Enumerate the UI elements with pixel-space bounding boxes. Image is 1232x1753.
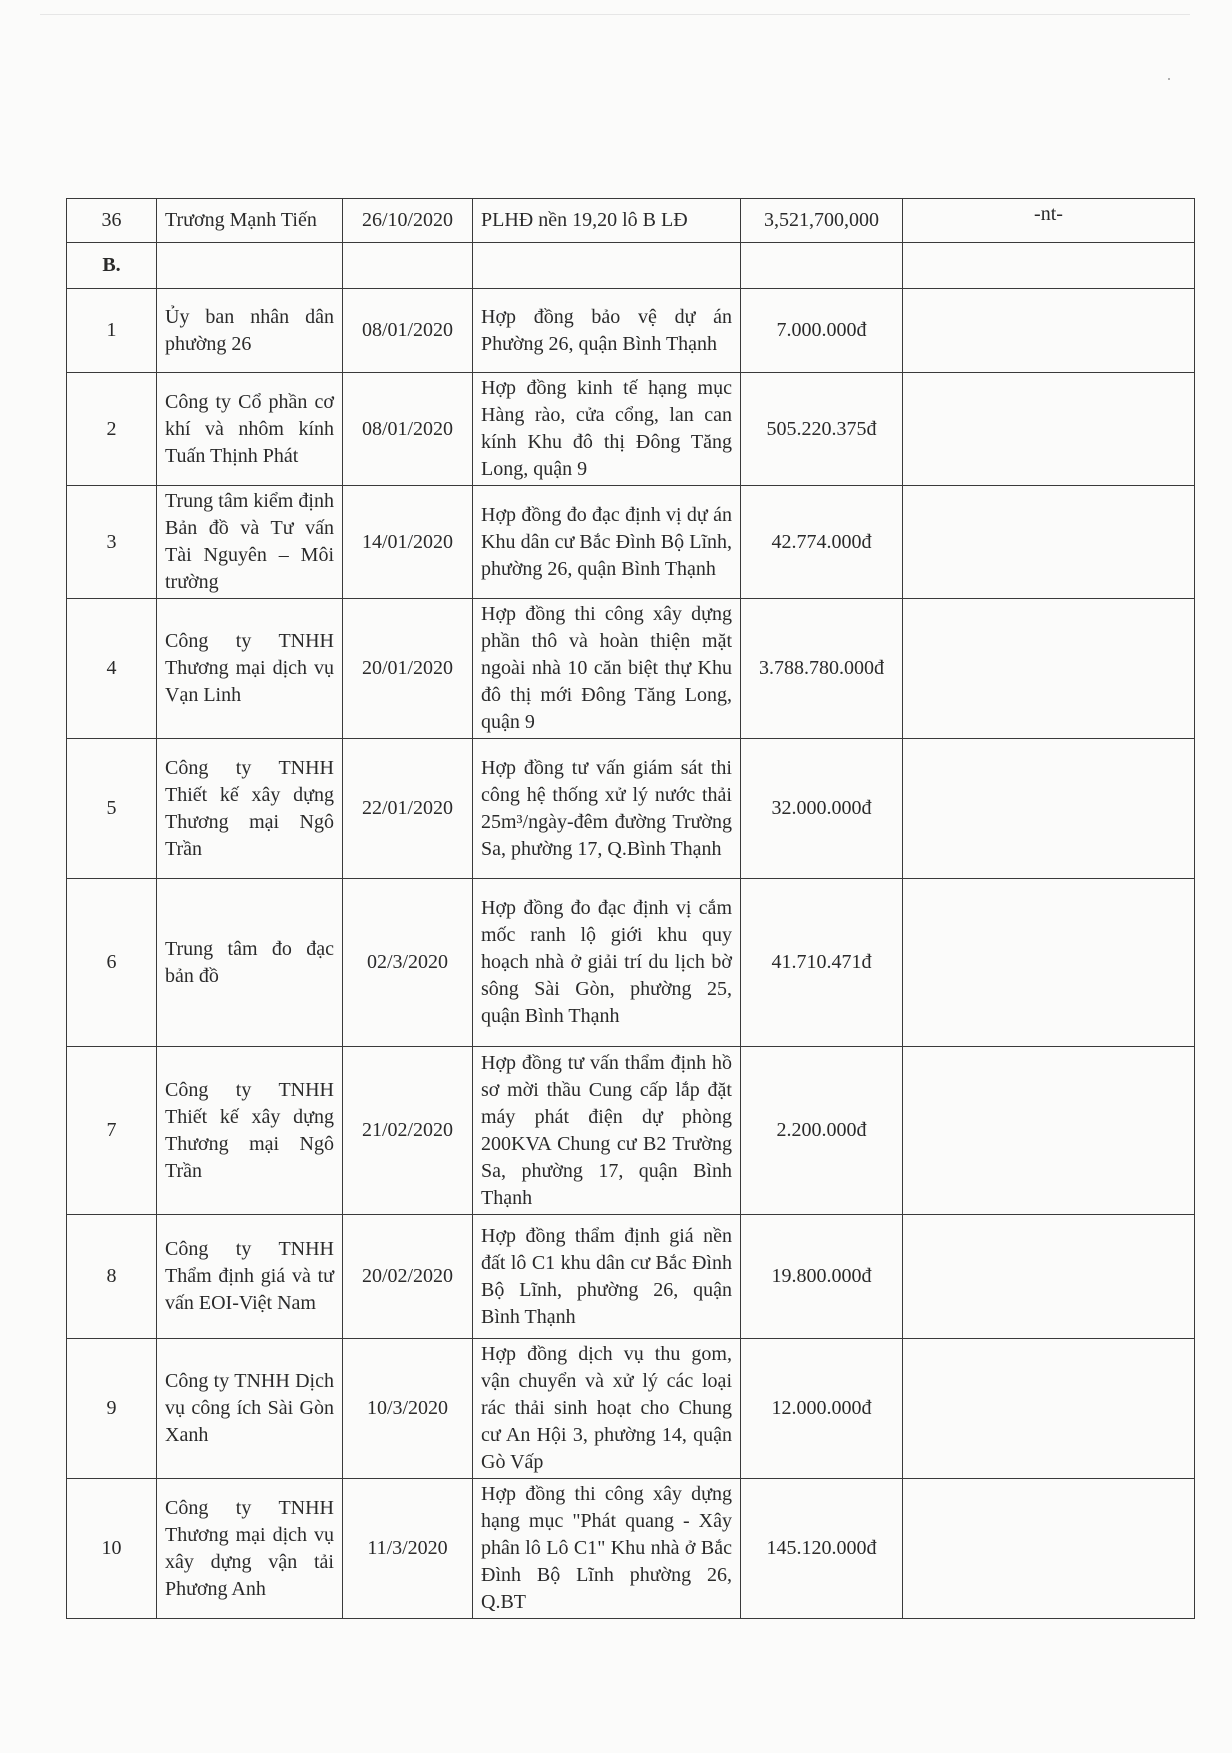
table-row bbox=[67, 739, 1195, 879]
table-row bbox=[67, 879, 1195, 1047]
table-row bbox=[67, 1479, 1195, 1619]
counterparty: Công ty TNHH Dịch vụ công ích Sài Gòn Xanh bbox=[157, 1339, 343, 1479]
note bbox=[903, 739, 1195, 879]
contract-description: Hợp đồng bảo vệ dự án Phường 26, quận Bình Thạnh bbox=[473, 289, 741, 373]
contract-description: Hợp đồng thi công xây dựng hạng mục "Phát quang - Xây phân lô Lô C1" Khu nhà ở Bắc Đình Bộ Lĩnh phường 26, Q.BT bbox=[473, 1479, 741, 1619]
counterparty: Công ty TNHH Thiết kế xây dựng Thương mại Ngô Trần bbox=[157, 1047, 343, 1215]
row-number: 6 bbox=[67, 879, 157, 1047]
contract-value: 41.710.471đ bbox=[741, 879, 903, 1047]
contract-value: 42.774.000đ bbox=[741, 486, 903, 599]
empty-cell bbox=[343, 243, 473, 289]
contract-table bbox=[66, 198, 1195, 1619]
table-row bbox=[67, 289, 1195, 373]
note bbox=[903, 1479, 1195, 1619]
note bbox=[903, 1339, 1195, 1479]
scan-edge-line bbox=[40, 14, 1190, 15]
contract-description: Hợp đồng dịch vụ thu gom, vận chuyển và xử lý các loại rác thải sinh hoạt cho Chung cư An Hội 3, phường 14, quận Gò Vấp bbox=[473, 1339, 741, 1479]
note bbox=[903, 373, 1195, 486]
table-row bbox=[67, 486, 1195, 599]
contract-date: 21/02/2020 bbox=[343, 1047, 473, 1215]
note bbox=[903, 879, 1195, 1047]
contract-date: 20/01/2020 bbox=[343, 599, 473, 739]
section-row bbox=[67, 243, 1195, 289]
row-number: 1 bbox=[67, 289, 157, 373]
table-row bbox=[67, 373, 1195, 486]
row-number: 36 bbox=[67, 199, 157, 243]
counterparty: Công ty TNHH Thẩm định giá và tư vấn EOI-Việt Nam bbox=[157, 1215, 343, 1339]
empty-cell bbox=[157, 243, 343, 289]
note bbox=[903, 599, 1195, 739]
counterparty: Công ty TNHH Thiết kế xây dựng Thương mại Ngô Trần bbox=[157, 739, 343, 879]
contract-date: 08/01/2020 bbox=[343, 289, 473, 373]
counterparty: Ủy ban nhân dân phường 26 bbox=[157, 289, 343, 373]
table-row bbox=[67, 1047, 1195, 1215]
contract-value: 505.220.375đ bbox=[741, 373, 903, 486]
table-row bbox=[67, 1215, 1195, 1339]
table-row bbox=[67, 199, 1195, 243]
scan-speck bbox=[1168, 78, 1170, 80]
contract-description: Hợp đồng tư vấn thẩm định hồ sơ mời thầu Cung cấp lắp đặt máy phát điện dự phòng 200KVA Chung cư B2 Trường Sa, phường 17, quận Bình Thạnh bbox=[473, 1047, 741, 1215]
row-number: 5 bbox=[67, 739, 157, 879]
row-number: 2 bbox=[67, 373, 157, 486]
contract-value: 145.120.000đ bbox=[741, 1479, 903, 1619]
contract-description: Hợp đồng thẩm định giá nền đất lô C1 khu dân cư Bắc Đình Bộ Lĩnh, phường 26, quận Bình Thạnh bbox=[473, 1215, 741, 1339]
counterparty: Công ty TNHH Thương mại dịch vụ xây dựng vận tải Phương Anh bbox=[157, 1479, 343, 1619]
counterparty: Trung tâm đo đạc bản đồ bbox=[157, 879, 343, 1047]
contract-description: Hợp đồng đo đạc định vị cắm mốc ranh lộ giới khu quy hoạch nhà ở giải trí du lịch bờ sông Sài Gòn, phường 25, quận Bình Thạnh bbox=[473, 879, 741, 1047]
contract-date: 20/02/2020 bbox=[343, 1215, 473, 1339]
contract-date: 14/01/2020 bbox=[343, 486, 473, 599]
contract-date: 26/10/2020 bbox=[343, 199, 473, 243]
empty-cell bbox=[741, 243, 903, 289]
section-label: B. bbox=[67, 243, 157, 289]
contract-date: 11/3/2020 bbox=[343, 1479, 473, 1619]
contract-date: 10/3/2020 bbox=[343, 1339, 473, 1479]
note bbox=[903, 1215, 1195, 1339]
contract-date: 08/01/2020 bbox=[343, 373, 473, 486]
contract-value: 2.200.000đ bbox=[741, 1047, 903, 1215]
counterparty: Trung tâm kiểm định Bản đồ và Tư vấn Tài Nguyên – Môi trường bbox=[157, 486, 343, 599]
row-number: 10 bbox=[67, 1479, 157, 1619]
contract-date: 22/01/2020 bbox=[343, 739, 473, 879]
note: -nt- bbox=[903, 199, 1195, 243]
contract-description: Hợp đồng thi công xây dựng phần thô và hoàn thiện mặt ngoài nhà 10 căn biệt thự Khu đô thị mới Đông Tăng Long, quận 9 bbox=[473, 599, 741, 739]
counterparty: Công ty Cổ phần cơ khí và nhôm kính Tuấn Thịnh Phát bbox=[157, 373, 343, 486]
contract-value: 7.000.000đ bbox=[741, 289, 903, 373]
table-row bbox=[67, 1339, 1195, 1479]
contract-description: Hợp đồng kinh tế hạng mục Hàng rào, cửa cổng, lan can kính Khu đô thị Đông Tăng Long, quận 9 bbox=[473, 373, 741, 486]
note bbox=[903, 1047, 1195, 1215]
contract-value: 3,521,700,000 bbox=[741, 199, 903, 243]
empty-cell bbox=[903, 243, 1195, 289]
contract-value: 19.800.000đ bbox=[741, 1215, 903, 1339]
contract-description: Hợp đồng đo đạc định vị dự án Khu dân cư Bắc Đình Bộ Lĩnh, phường 26, quận Bình Thạnh bbox=[473, 486, 741, 599]
contract-value: 3.788.780.000đ bbox=[741, 599, 903, 739]
row-number: 3 bbox=[67, 486, 157, 599]
counterparty: Công ty TNHH Thương mại dịch vụ Vạn Linh bbox=[157, 599, 343, 739]
contract-description: PLHĐ nền 19,20 lô B LĐ bbox=[473, 199, 741, 243]
counterparty: Trương Mạnh Tiến bbox=[157, 199, 343, 243]
note bbox=[903, 289, 1195, 373]
contract-description: Hợp đồng tư vấn giám sát thi công hệ thống xử lý nước thải 25m³/ngày-đêm đường Trường Sa, phường 17, Q.Bình Thạnh bbox=[473, 739, 741, 879]
row-number: 7 bbox=[67, 1047, 157, 1215]
contract-date: 02/3/2020 bbox=[343, 879, 473, 1047]
note bbox=[903, 486, 1195, 599]
row-number: 9 bbox=[67, 1339, 157, 1479]
empty-cell bbox=[473, 243, 741, 289]
contract-value: 32.000.000đ bbox=[741, 739, 903, 879]
table-row bbox=[67, 599, 1195, 739]
row-number: 4 bbox=[67, 599, 157, 739]
row-number: 8 bbox=[67, 1215, 157, 1339]
contract-value: 12.000.000đ bbox=[741, 1339, 903, 1479]
